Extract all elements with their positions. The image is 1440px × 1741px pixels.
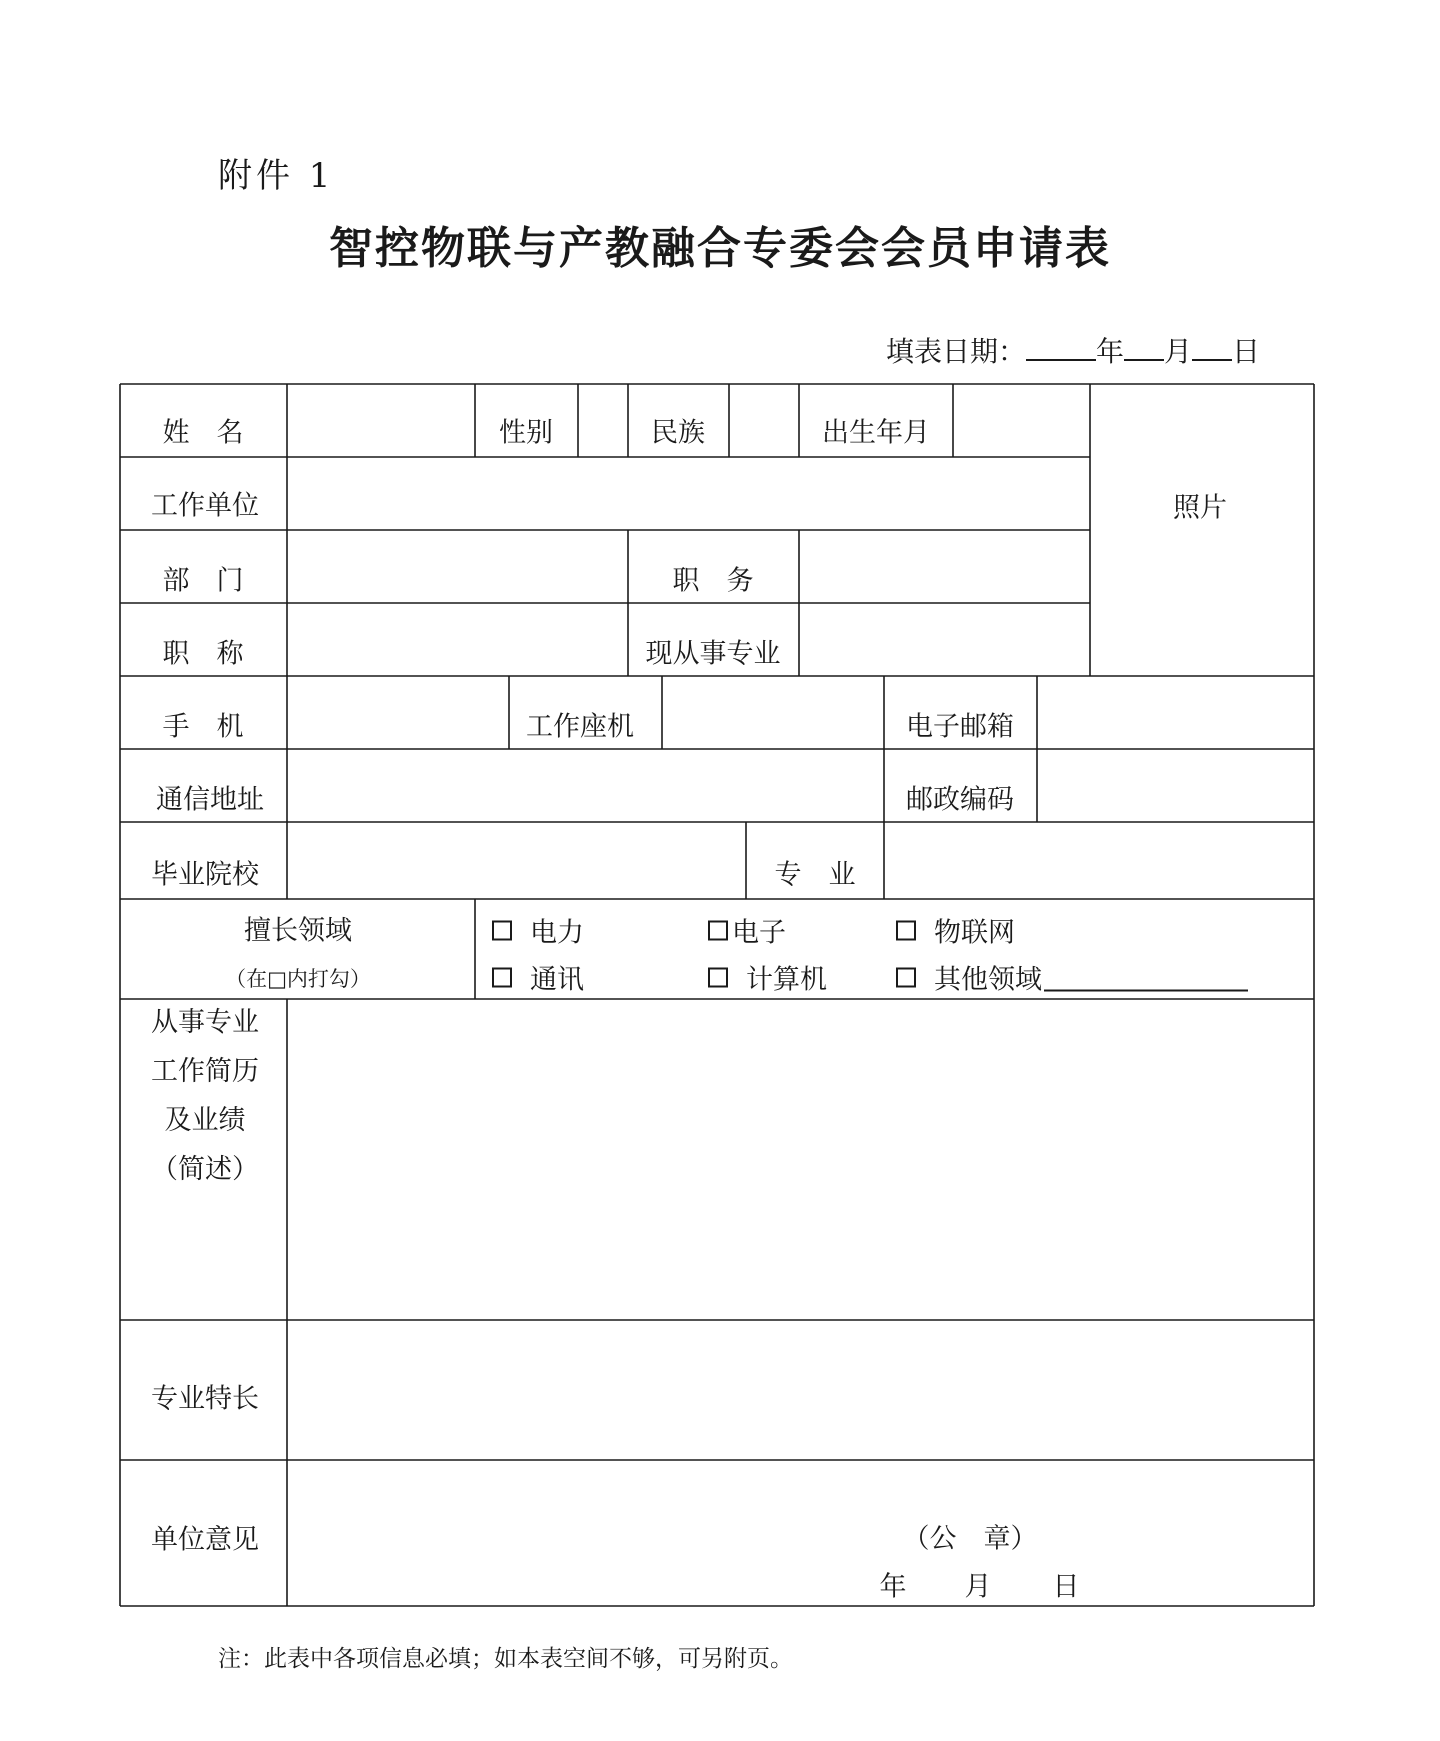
major-input[interactable] [887,825,1312,897]
option-electric-power[interactable] [492,911,584,950]
current-specialty-label: 现从事专业 [645,638,781,670]
official-seal-label: （公 章） [902,1523,1038,1555]
photo-area[interactable] [1093,387,1312,674]
opinion-day-label: 日 [1052,1571,1080,1603]
resume-label-line-3: 及业绩 [164,1105,246,1136]
other-field-blank[interactable] [1044,963,1248,991]
school-label: 毕业院校 [151,859,259,891]
option-other-label: 其他领域 [934,964,1042,996]
postcode-label: 邮政编码 [906,784,1014,816]
name-input[interactable] [290,387,473,455]
school-input[interactable] [290,825,744,897]
fill-date-label: 填表日期： [886,335,1027,368]
resume-label-line-4: （简述） [151,1154,259,1185]
resume-label [151,998,259,1194]
attachment-label: 附件 1 [218,156,335,196]
checkbox-iot[interactable] [896,920,916,940]
title-input[interactable] [290,606,626,674]
checkbox-electric-power[interactable] [492,920,512,940]
option-telecom-label: 通讯 [530,964,584,996]
footnote: 注：此表中各项信息必填；如本表空间不够，可另附页。 [218,1646,793,1672]
specialty-input[interactable] [290,1323,1312,1458]
expertise-hint: （在□内打勾） [225,967,371,991]
gender-label: 性别 [499,417,553,449]
current-specialty-input[interactable] [802,606,1088,674]
fill-month-label: 月 [1164,335,1193,368]
option-iot[interactable] [896,911,1015,950]
address-input[interactable] [290,752,882,820]
birth-input[interactable] [956,387,1088,455]
checkbox-other[interactable] [896,967,916,987]
ethnicity-label: 民族 [651,417,705,449]
postcode-input[interactable] [1040,752,1312,820]
fill-year-label: 年 [1096,335,1125,368]
title-label: 职 称 [162,638,244,670]
position-input[interactable] [802,533,1088,601]
expertise-label: 擅长领域 [244,915,352,947]
option-other[interactable] [896,958,1248,997]
gender-input[interactable] [581,387,626,455]
mobile-label: 手 机 [162,711,244,743]
major-label: 专 业 [774,859,856,891]
checkbox-computer[interactable] [708,967,728,987]
opinion-month-label: 月 [964,1571,992,1603]
resume-label-line-2: 工作简历 [151,1056,259,1087]
checkbox-electronics[interactable] [708,920,728,940]
department-input[interactable] [290,533,626,601]
ethnicity-input[interactable] [732,387,797,455]
address-label: 通信地址 [156,784,264,816]
option-electronics[interactable] [708,911,786,950]
office-phone-input[interactable] [665,679,882,747]
employer-label: 工作单位 [151,490,259,522]
option-computer-label: 计算机 [746,964,827,996]
mobile-input[interactable] [290,679,507,747]
department-label: 部 门 [162,565,244,597]
option-electric-power-label: 电力 [530,917,584,949]
option-computer[interactable] [708,958,827,997]
option-electronics-label: 电子 [732,917,786,949]
email-label: 电子邮箱 [906,711,1014,743]
position-label: 职 务 [672,565,754,597]
checkbox-telecom[interactable] [492,967,512,987]
photo-label: 照片 [1173,492,1227,524]
name-label: 姓 名 [162,417,244,449]
option-telecom[interactable] [492,958,584,997]
fill-day-label: 日 [1232,335,1261,368]
opinion-year-label: 年 [879,1571,907,1603]
resume-label-line-1: 从事专业 [151,1007,259,1038]
unit-opinion-label: 单位意见 [151,1524,259,1556]
resume-input[interactable] [290,1002,1312,1318]
form-title: 智控物联与产教融合专委会会员申请表 [329,223,1111,274]
unit-opinion-input[interactable] [290,1463,1312,1604]
birth-label: 出生年月 [822,417,930,449]
specialty-label: 专业特长 [151,1383,259,1415]
option-iot-label: 物联网 [934,917,1015,949]
email-input[interactable] [1040,679,1312,747]
employer-input[interactable] [290,460,1088,528]
office-phone-label: 工作座机 [526,711,634,743]
